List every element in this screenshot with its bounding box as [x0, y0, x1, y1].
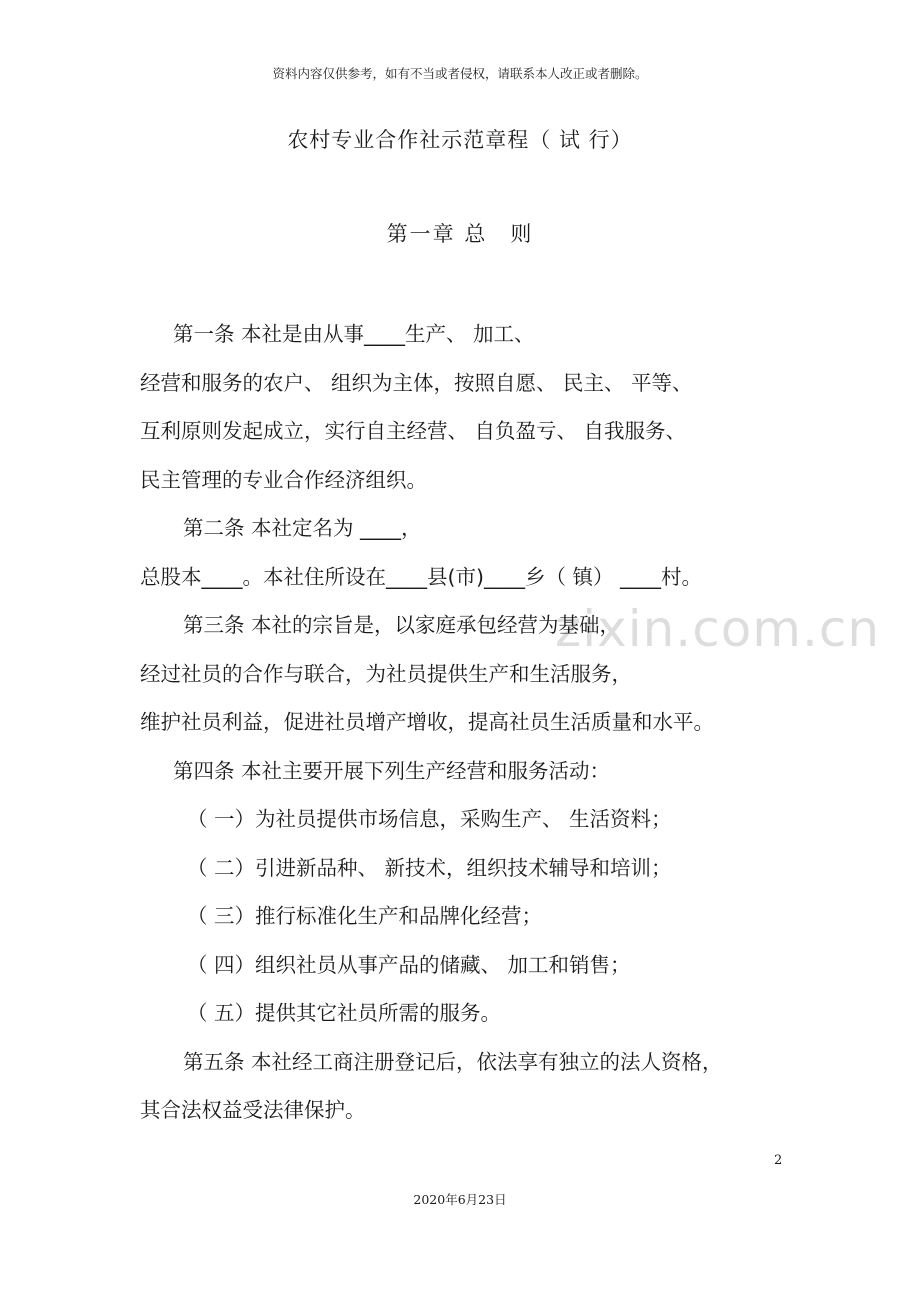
article-3-line-3: 维护社员利益，促进社员增产增收，提高社员生活质量和水平。: [140, 710, 714, 734]
article-2-line-1: 第二条 本社定名为 ____，: [183, 516, 422, 540]
article-4-item-2: （ 二）引进新品种、 新技术，组织技术辅导和培训；: [187, 855, 672, 880]
article-5-line-2: 其合法权益受法律保护。: [140, 1098, 366, 1122]
chapter-heading: 第一章 总 则: [386, 222, 534, 246]
article-5-line-1: 第五条 本社经工商注册登记后，依法享有独立的法人资格，: [183, 1049, 723, 1074]
article-4-item-3: （ 三）推行标准化生产和品牌化经营；: [187, 904, 543, 928]
article-4-item-5: （ 五）提供其它社员所需的服务。: [187, 1001, 502, 1025]
article-4-item-1: （ 一）为社员提供市场信息，采购生产、 生活资料；: [187, 807, 672, 831]
footer-date: 2020年6月23日: [413, 1192, 507, 1207]
article-4-item-4: （ 四）组织社员从事产品的储藏、 加工和销售；: [187, 952, 631, 977]
article-1-line-3: 互利原则发起成立，实行自主经营、 自负盈亏、 自我服务、: [140, 419, 687, 443]
article-1-line-1: 第一条 本社是由从事____生产、 加工、: [173, 322, 535, 346]
article-1-line-4: 民主管理的专业合作经济组织。: [140, 467, 427, 492]
document-body: [140, 310, 790, 1135]
disclaimer-header: 资料内容仅供参考，如有不当或者侵权，请联系本人改正或者删除。: [272, 66, 648, 81]
site-watermark: zixin.com.cn: [555, 600, 881, 658]
article-2-line-2: 总股本____。本社住所设在____县(市)____乡（ 镇） ____村。: [140, 564, 703, 589]
article-4-line-1: 第四条 本社主要开展下列生产经营和服务活动：: [173, 758, 611, 783]
article-3-line-1: 第三条 本社的宗旨是，以家庭承包经营为基础，: [183, 613, 621, 637]
article-3-line-2: 经过社员的合作与联合，为社员提供生产和生活服务，: [140, 661, 632, 686]
document-title: 农村专业合作社示范章程（ 试 行）: [287, 128, 633, 152]
page-number: 2: [774, 1153, 783, 1168]
article-1-line-2: 经营和服务的农户、 组织为主体，按照自愿、 民主、 平等、: [140, 370, 693, 395]
